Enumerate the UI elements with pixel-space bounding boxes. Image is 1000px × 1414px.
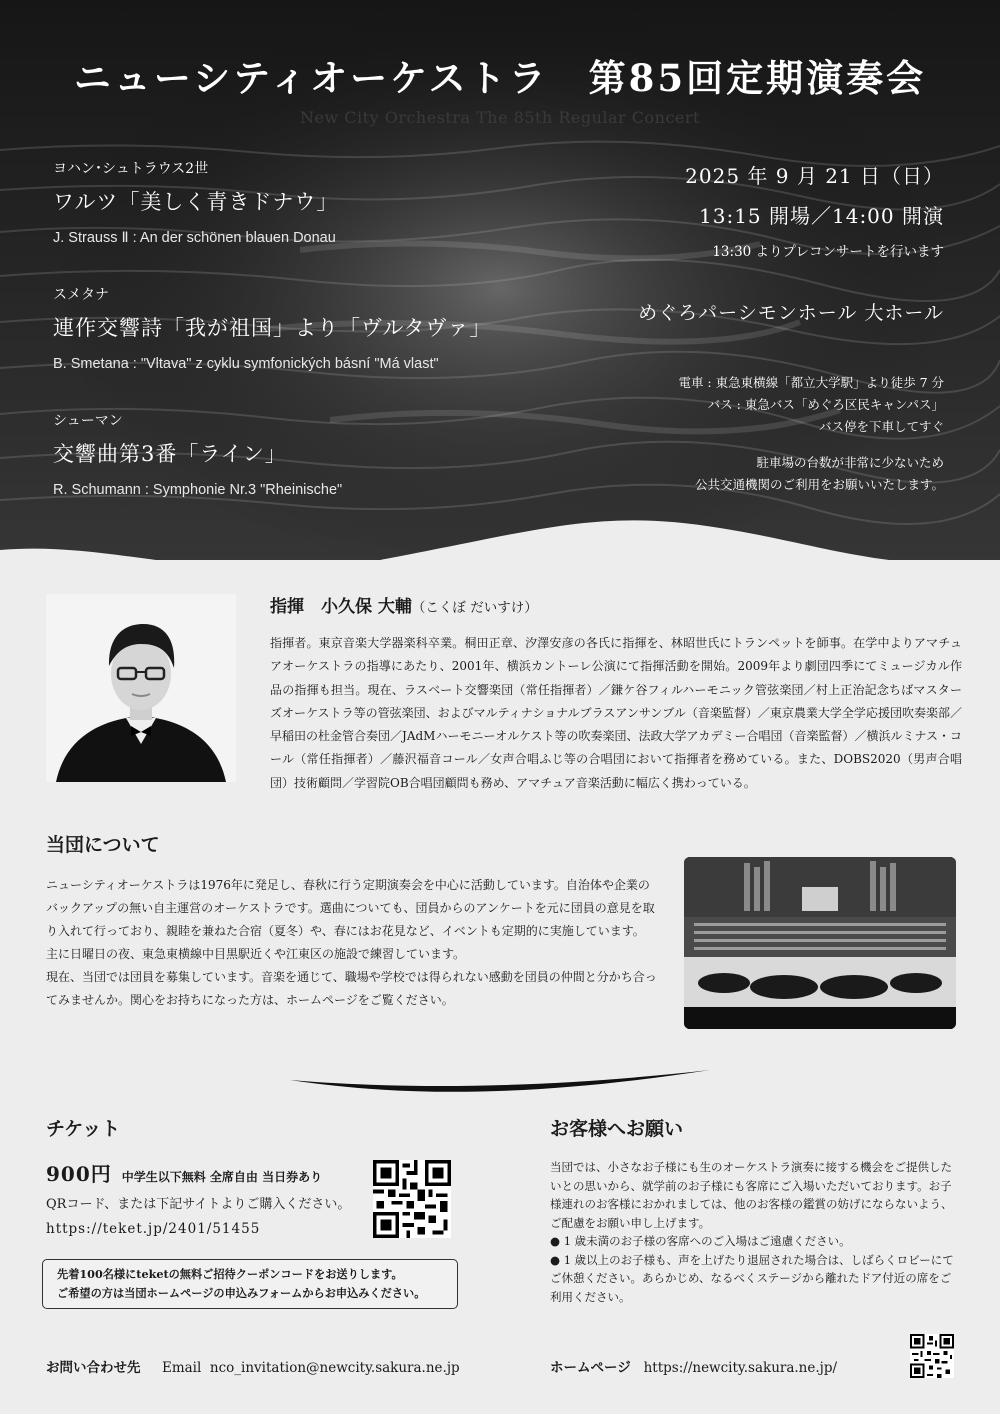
request-bullet: ● 1 歳未満のお子様の客席へのご入場はご遠慮ください。 [550,1234,851,1248]
parking-line: 公共交通機関のご利用をお願いいたします。 [694,477,944,492]
request-bullet: ● 1 歳以上のお子様も、声を上げたり退屈された場合は、しばらくロビーにてご休憩ください。あらかじめ、なるべくステージから離れたドア付近の席をご利用ください。 [550,1252,954,1304]
work-title: 交響曲第3番「ライン」 [53,442,287,466]
conductor-reading: （こくぼ だいすけ） [411,600,538,616]
concert-date: 2025 年 9 月 21 日（日） [685,164,944,188]
concert-hall-photo [684,857,956,1029]
divider-swoosh [290,1068,710,1098]
ticket-purchase-note: QRコード、または下記サイトよりご購入ください。 [46,1197,351,1212]
ticket-price-line [46,1158,322,1187]
about-paragraph: 主に日曜日の夜、東急東横線中目黒駅近くや江東区の施設で練習しています。 [46,947,466,961]
preconcert-note: 13:30 よりプレコンサートを行います [712,244,944,260]
access-line: バス停を下車してすぐ [818,419,944,434]
conductor-bio: 指揮者。東京音楽大学器楽科卒業。桐田正章、汐澤安彦の各氏に指揮を、林昭世氏にトランペットを師事。在学中よりアマチュアオーケストラの指導にあたり、2001年、横浜カントーレ公演にて指揮活動を開始。2009年より劇団四季にてミュージカル作品の指揮も担当。現在、ラスベート交響楽団（常任指揮者）／鎌ケ谷フィルハーモニック管弦楽団／村上正治記念ちばマスターズオーケストラ等の管弦楽団、およびマルティナショナルブラスアンサンブル（音楽監督）／東京農業大学全学応援団吹奏楽部／早稲田の杜金管合奏団／JAdMハーモニーオルケスト等の吹奏楽団、法政大学アカデミー合唱団（音楽監督）／横浜ルミナス・コール（常任指揮者）／藤沢福音コール／女声合唱ふじ等の合唱団において指揮者を務めている。また、DOBS2020（男声合唱団）技術顧問／学習院OB合唱団顧問も務め、アマチュア音楽活動に幅広く携わっている。 [270,636,962,790]
coupon-notice-box [42,1259,458,1309]
work-title: ワルツ「美しく青きドナウ」 [53,190,339,214]
access-line: バス : 東急バス「めぐろ区民キャンパス」 [707,397,944,412]
email-link[interactable]: nco_invitation@newcity.sakura.ne.jp [209,1360,460,1376]
composer-name: シューマン [53,413,123,429]
concert-time: 13:15 開場／14:00 開演 [699,204,944,228]
program-item [53,410,342,498]
about-text [46,874,658,1012]
homepage-link[interactable]: https://newcity.sakura.ne.jp/ [643,1360,838,1376]
ticket-heading: チケット [46,1118,121,1140]
work-title-en: B. Smetana : "Vltava" z cyklu symfonických básní "Má vlast" [53,356,439,372]
homepage-line [550,1356,837,1376]
ticket-url-link[interactable]: https://teket.jp/2401/51455 [46,1221,261,1237]
program-item [53,284,491,372]
work-title-en: J. Strauss Ⅱ : An der schönen blauen Donau [53,230,336,246]
access-info [678,372,944,438]
request-text [550,1158,960,1306]
parking-note [695,452,944,496]
program-item [53,158,338,246]
coupon-notice-line: ご希望の方は当団ホームページの申込みフォームからお申込みください。 [57,1286,426,1300]
parking-line: 駐車場の台数が非常に少ないため [756,455,944,470]
composer-name: スメタナ [53,287,109,303]
about-heading: 当団について [46,834,160,856]
request-heading: お客様へお願い [550,1118,684,1140]
ticket-qr-code[interactable] [373,1160,451,1238]
about-paragraph: 現在、当団では団員を募集しています。音楽を通じて、職場や学校では得られない感動を団員の仲間と分かち合ってみませんか。関心をお持ちになった方は、ホームページをご覧ください。 [46,970,657,1007]
composer-name: ヨハン･シュトラウス2世 [53,161,209,177]
venue-name: めぐろパーシモンホール 大ホール [638,302,944,324]
homepage-qr-code[interactable] [910,1334,954,1378]
conductor-name: 指揮 小久保 大輔 [270,597,412,617]
about-paragraph: ニューシティオーケストラは1976年に発足し、春秋に行う定期演奏会を中心に活動しています。自治体や企業のバックアップの無い自主運営のオーケストラです。選曲についても、団員からのアンケートを元に団員の意見を取り入れて行っており、親睦を兼ねた合宿（夏冬）や、春にはお花見など、イベントも定期的に実施しています。 [46,878,655,938]
homepage-label: ホームページ [550,1360,631,1376]
concert-title: ニューシティオーケストラ 第85回定期演奏会 [73,56,927,100]
coupon-notice-line: 先着100名様にteketの無料ご招待クーポンコードをお送りします。 [57,1267,403,1281]
contact-label: お問い合わせ先 [46,1360,141,1376]
work-title-en: R. Schumann : Symphonie Nr.3 "Rheinische" [53,482,343,498]
conductor-photo [46,594,236,782]
ticket-notes: 中学生以下無料 全席自由 当日券あり [121,1170,323,1184]
work-title: 連作交響詩「我が祖国」より「ヴルタヴァ」 [53,316,492,340]
email-label: Email [161,1360,202,1376]
contact-line [46,1356,460,1376]
conductor-heading [270,592,538,617]
concert-subtitle: New City Orchestra The 85th Regular Concert [300,108,700,127]
request-intro: 当団では、小さなお子様にも生のオーケストラ演奏に接する機会をご提供したいとの思いから、就学前のお子様にも客席にご入場いただいております。お子様連れのお客様におかれましては、他のお客様の鑑賞の妨げにならないよう、ご配慮をお願い申し上げます。 [550,1160,953,1230]
ticket-price: 900円 [46,1162,112,1186]
access-line: 電車 : 東急東横線「都立大学駅」より徒歩 7 分 [678,375,944,390]
